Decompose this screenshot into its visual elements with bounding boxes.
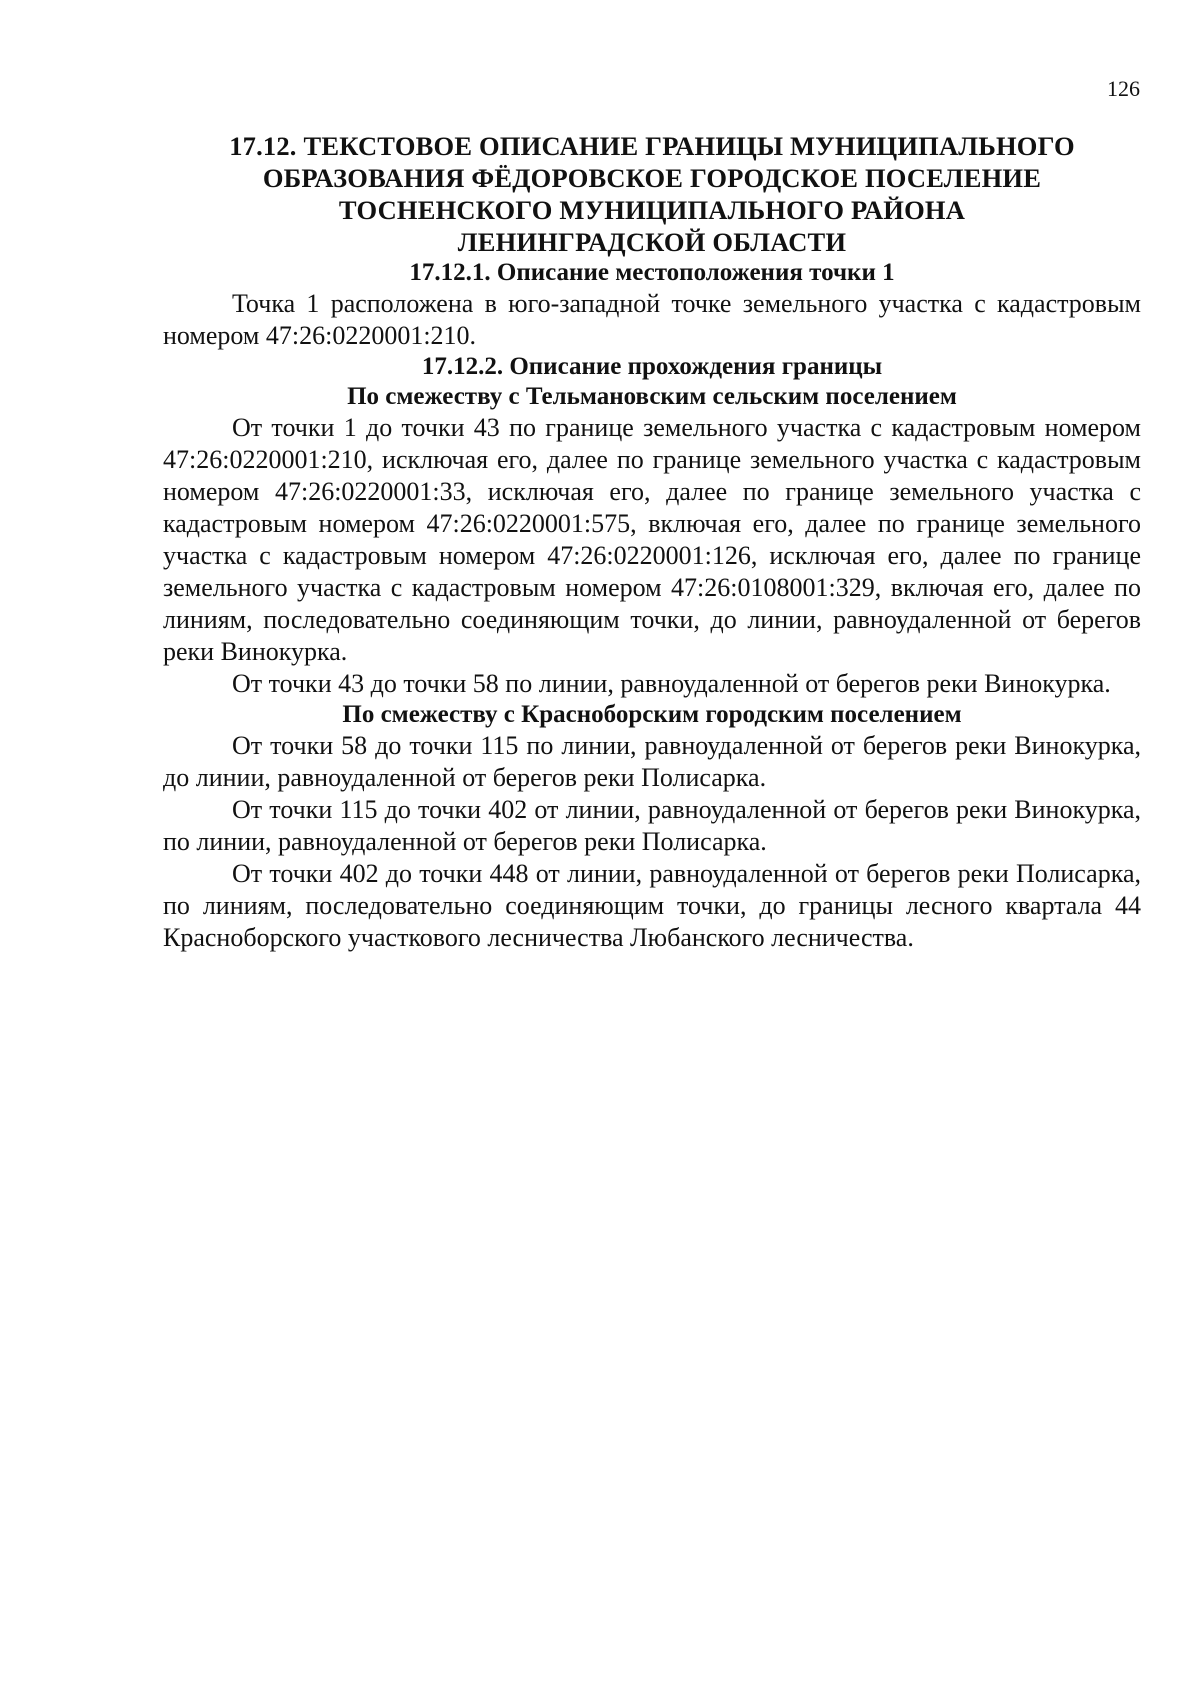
section-2-heading: 17.12.2. Описание прохождения границы <box>421 353 883 380</box>
section-1-heading: 17.12.1. Описание местоположения точки 1 <box>409 259 895 286</box>
page-number: 126 <box>1107 76 1140 101</box>
boundary-paragraph: От точки 115 до точки 402 от линии, равноудаленной от берегов реки Винокурка, по линии, равноудаленной от берегов реки Полисарка. <box>163 795 1141 856</box>
title-line-2: ОБРАЗОВАНИЯ ФЁДОРОВСКОЕ ГОРОДСКОЕ ПОСЕЛЕНИЕ <box>262 163 1042 193</box>
boundary-paragraph: От точки 402 до точки 448 от линии, равноудаленной от берегов реки Полисарка, по линиям, последовательно соединяющим точки, до границы лесного квартала 44 Красноборского участкового лесничества Любанского лесничества. <box>163 859 1141 952</box>
boundary-paragraph: От точки 43 до точки 58 по линии, равноудаленной от берегов реки Винокурка. <box>232 669 1111 698</box>
page-content <box>163 130 1141 954</box>
boundary-paragraph: От точки 1 до точки 43 по границе земельного участка с кадастровым номером 47:26:0220001:210, исключая его, далее по границе земельного участка с кадастровым номером 47:26:0220001:33, исключая его, далее по границе земельного участка с кадастровым номером 47:26:0220001:575, включая его, далее по границе земельного участка с кадастровым номером 47:26:0220001:126, исключая его, далее по границе земельного участка с кадастровым номером 47:26:0108001:329, включая его, далее по линиям, последовательно соединяющим точки, до линии, равноудаленной от берегов реки Винокурка. <box>163 413 1141 666</box>
subsection-telmanovskoe-heading: По смежеству с Тельмановским сельским поселением <box>347 383 957 410</box>
title-line-1: 17.12. ТЕКСТОВОЕ ОПИСАНИЕ ГРАНИЦЫ МУНИЦИПАЛЬНОГО <box>229 131 1075 161</box>
document-title <box>163 130 1141 258</box>
title-line-3: ТОСНЕНСКОГО МУНИЦИПАЛЬНОГО РАЙОНА <box>338 195 966 225</box>
subsection-krasnoborskoe-heading: По смежеству с Красноборским городским поселением <box>342 701 962 728</box>
boundary-paragraph: От точки 58 до точки 115 по линии, равноудаленной от берегов реки Винокурка, до линии, равноудаленной от берегов реки Полисарка. <box>163 731 1141 792</box>
section-1-paragraph: Точка 1 расположена в юго-западной точке земельного участка с кадастровым номером 47:26:0220001:210. <box>163 289 1141 350</box>
title-line-4: ЛЕНИНГРАДСКОЙ ОБЛАСТИ <box>457 227 847 257</box>
